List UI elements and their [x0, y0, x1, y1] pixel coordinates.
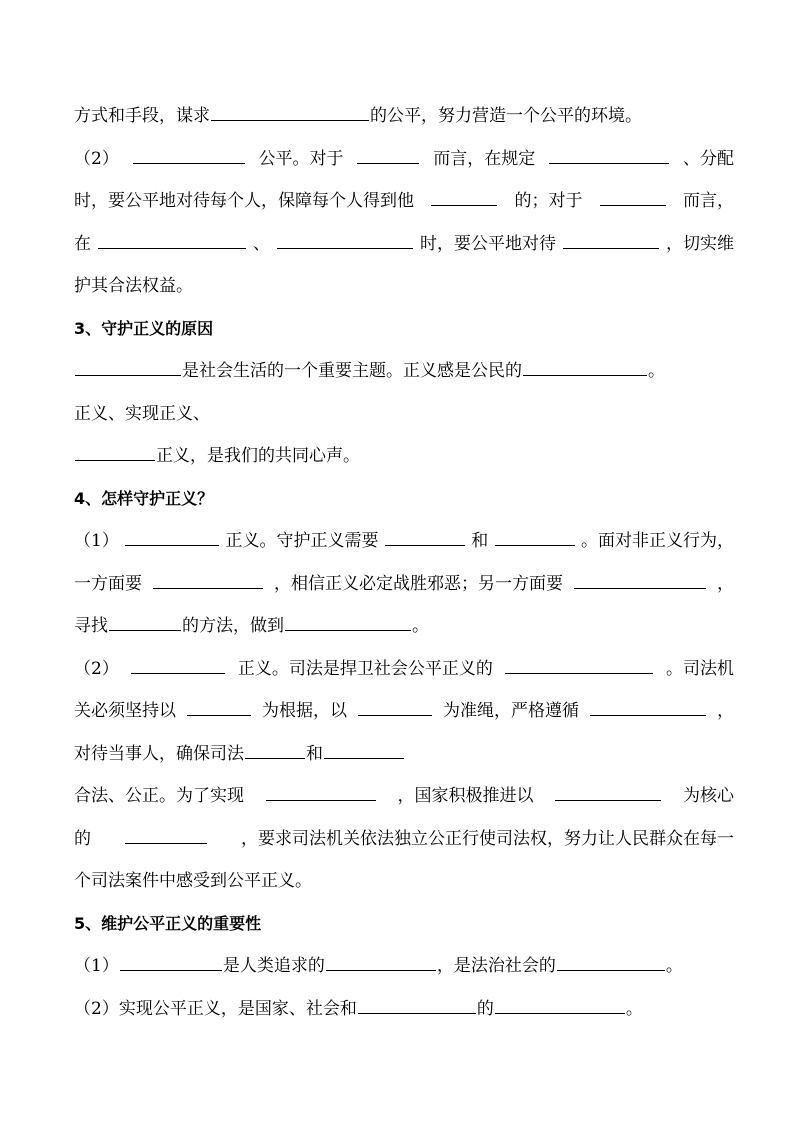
answer-blank[interactable] — [431, 204, 497, 206]
text-line-15: 合法、公正。为了实现 ，国家积极推进以 为核心 — [74, 786, 734, 806]
answer-blank[interactable] — [357, 162, 419, 164]
answer-blank[interactable] — [495, 544, 575, 546]
answer-blank[interactable] — [277, 247, 413, 249]
answer-blank[interactable] — [125, 842, 207, 844]
text-line-6: 是社会生活的一个重要主题。正义感是公民的 。 — [74, 358, 734, 384]
text-line-7: 正义、实现正义、 — [74, 404, 210, 424]
answer-blank[interactable] — [555, 799, 661, 801]
text-line-12: （2） 正义。司法是捍卫社会公平正义的 。司法机 — [74, 659, 734, 679]
text-line-4: 在 、 时，要公平地对待 ，切实维 — [74, 234, 734, 254]
text-line-3: 时，要公平地对待每个人，保障每个人得到他 的；对于 而言， — [74, 191, 734, 211]
answer-blank[interactable] — [385, 544, 465, 546]
answer-blank[interactable] — [131, 672, 225, 674]
answer-blank[interactable] — [574, 587, 706, 589]
text-line-2: （2） 公平。对于 而言，在规定 、分配 — [74, 149, 734, 169]
text-line-1: 方式和手段，谋求 的公平，努力营造一个公平的环境。 — [74, 106, 642, 126]
answer-blank[interactable] — [133, 162, 245, 164]
answer-blank[interactable] — [187, 714, 251, 716]
answer-blank[interactable] — [358, 714, 432, 716]
answer-blank[interactable] — [75, 374, 181, 376]
answer-blank[interactable] — [590, 714, 706, 716]
answer-blank[interactable] — [211, 119, 369, 121]
section-heading-4: 4、怎样守护正义？ — [74, 489, 214, 508]
text-line-17: 个司法案件中感受到公平正义。 — [74, 871, 312, 891]
answer-blank[interactable] — [120, 969, 222, 971]
answer-blank[interactable] — [505, 672, 653, 674]
answer-blank[interactable] — [285, 629, 411, 631]
text-line-13: 关必须坚持以 为根据，以 为准绳，严格遵循 ， — [74, 701, 734, 721]
answer-blank[interactable] — [563, 247, 659, 249]
text-line-8: 正义，是我们的共同心声。 — [74, 443, 734, 469]
answer-blank[interactable] — [523, 374, 647, 376]
text-line-16: 的 ，要求司法机关依法独立公正行使司法权，努力让人民群众在每一 — [74, 829, 734, 849]
text-line-9: （1） 正义。守护正义需要 和 。面对非正义行为， — [74, 531, 734, 551]
text-line-11: 寻找 的方法，做到 。 — [74, 616, 429, 636]
text-line-19: （2）实现公平正义，是国家、社会和 的 。 — [74, 999, 643, 1019]
answer-blank[interactable] — [358, 1012, 476, 1014]
answer-blank[interactable] — [266, 799, 376, 801]
answer-blank[interactable] — [600, 204, 666, 206]
answer-blank[interactable] — [245, 757, 305, 759]
answer-blank[interactable] — [324, 757, 404, 759]
answer-blank[interactable] — [125, 544, 219, 546]
text-line-10: 一方面要 ，相信正义必定战胜邪恶；另一方面要 ， — [74, 574, 734, 594]
text-line-5: 护其合法权益。 — [74, 276, 193, 296]
section-heading-3: 3、守护正义的原因 — [74, 319, 214, 338]
answer-blank[interactable] — [495, 1012, 625, 1014]
answer-blank[interactable] — [326, 969, 436, 971]
answer-blank[interactable] — [557, 969, 665, 971]
section-heading-5: 5、维护公平正义的重要性 — [74, 914, 262, 933]
answer-blank[interactable] — [153, 587, 263, 589]
answer-blank[interactable] — [109, 629, 181, 631]
answer-blank[interactable] — [549, 162, 669, 164]
answer-blank[interactable] — [75, 459, 155, 461]
answer-blank[interactable] — [98, 247, 246, 249]
text-line-14: 对待当事人，确保司法 和 — [74, 741, 734, 767]
text-line-18: （1） 是人类追求的 ，是法治社会的 。 — [74, 956, 683, 976]
